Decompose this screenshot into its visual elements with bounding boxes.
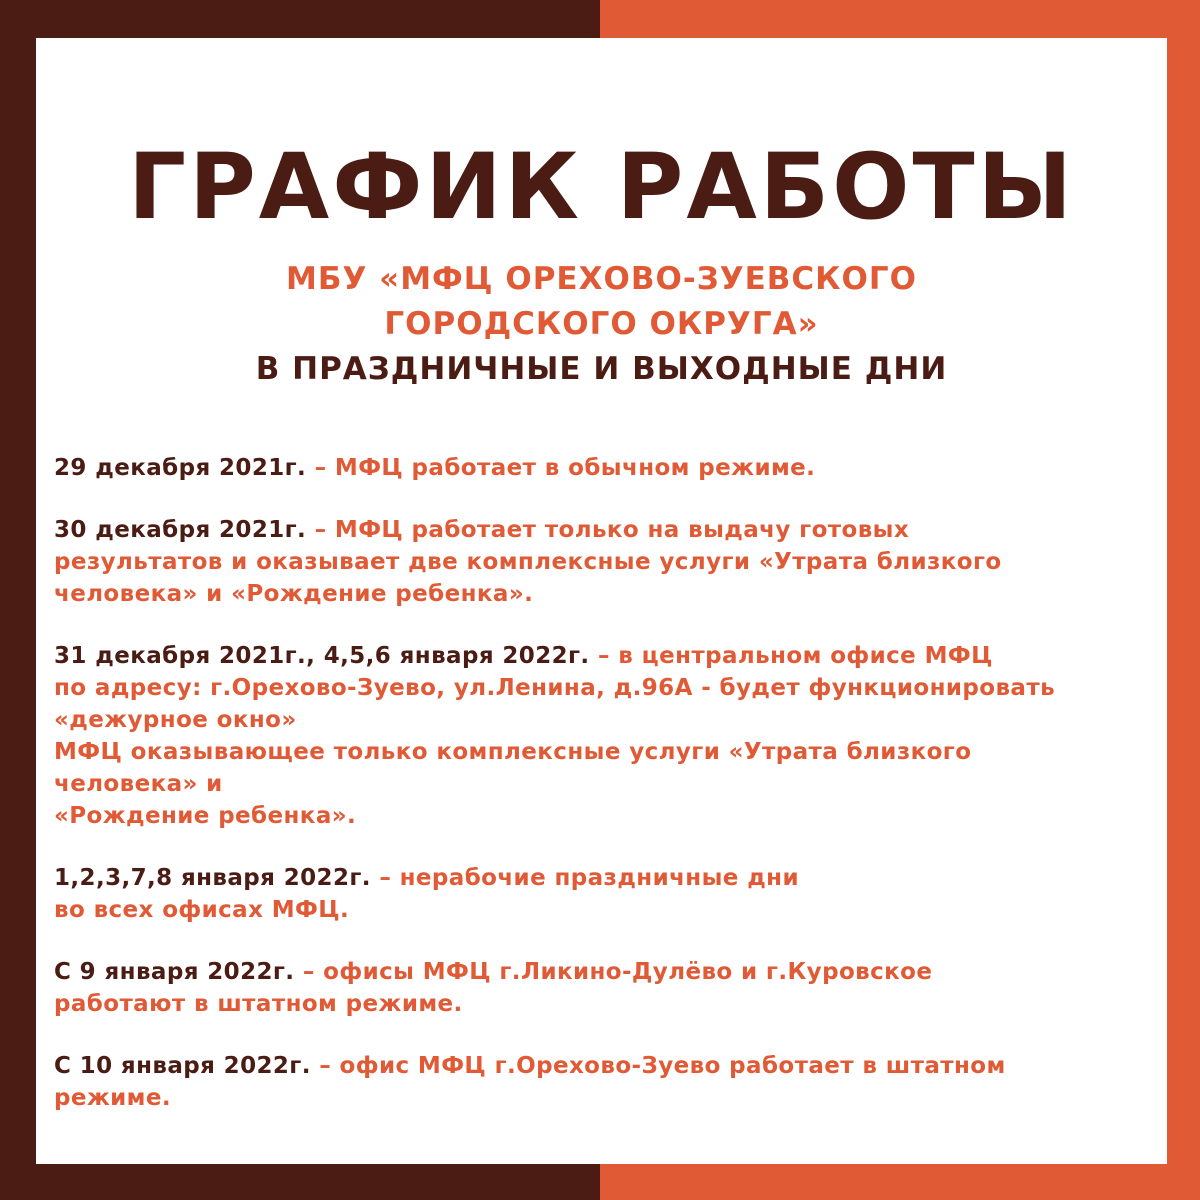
schedule-entry-text: – нерабочие праздничные дни <box>379 865 799 891</box>
content-card <box>36 38 1167 1164</box>
schedule-entry-text: человека» и <box>54 771 223 797</box>
page-title: ГРАФИК РАБОТЫ <box>128 135 1075 240</box>
schedule-entry <box>54 1050 1144 1114</box>
schedule-entry-text: результатов и оказывает две комплексные услуги «Утрата близкого <box>54 549 1002 575</box>
holidays-caption: В ПРАЗДНИЧНЫЕ И ВЫХОДНЫЕ ДНИ <box>255 351 948 387</box>
schedule-entry-date: 29 декабря 2021г. <box>54 455 315 481</box>
org-name-line-2: ГОРОДСКОГО ОКРУГА» <box>384 306 819 342</box>
schedule-entry <box>54 862 1144 926</box>
schedule-entry <box>54 452 1144 484</box>
schedule-entry-text: МФЦ оказывающее только комплексные услуги «Утрата близкого <box>54 739 972 765</box>
schedule-entry-text: работают в штатном режиме. <box>54 991 463 1017</box>
schedule-entry-text: «дежурное окно» <box>54 707 297 733</box>
schedule-entry-date: 1,2,3,7,8 января 2022г. <box>54 865 380 891</box>
schedule-entry-text: режиме. <box>54 1085 172 1111</box>
schedule-entry-text: по адресу: г.Орехово-Зуево, ул.Ленина, д.96А - будет функционировать <box>54 675 1056 701</box>
schedule-entry-text: – МФЦ работает в обычном режиме. <box>314 455 816 481</box>
schedule-entry-text: «Рождение ребенка». <box>54 803 357 829</box>
schedule-entry-date: С 10 января 2022г. <box>54 1053 320 1079</box>
subtitle <box>36 257 1167 392</box>
schedule-entry-text: во всех офисах МФЦ. <box>54 897 350 923</box>
schedule-entry <box>54 514 1144 610</box>
schedule-entry-text: человека» и «Рождение ребенка». <box>54 581 534 607</box>
schedule-list <box>54 452 1144 1144</box>
schedule-entry-text: – офисы МФЦ г.Ликино-Дулёво и г.Куровское <box>302 959 933 985</box>
schedule-entry-date: 31 декабря 2021г., 4,5,6 января 2022г. <box>54 643 598 669</box>
org-name-line-1: МБУ «МФЦ ОРЕХОВО-ЗУЕВСКОГО <box>286 261 917 297</box>
schedule-entry <box>54 640 1144 832</box>
schedule-entry-date: С 9 января 2022г. <box>54 959 303 985</box>
schedule-entry-date: 30 декабря 2021г. <box>54 517 315 543</box>
schedule-entry-text: – МФЦ работает только на выдачу готовых <box>314 517 910 543</box>
schedule-entry-text: – в центральном офисе МФЦ <box>597 643 993 669</box>
schedule-entry <box>54 956 1144 1020</box>
schedule-entry-text: – офис МФЦ г.Орехово-Зуево работает в штатном <box>319 1053 1006 1079</box>
